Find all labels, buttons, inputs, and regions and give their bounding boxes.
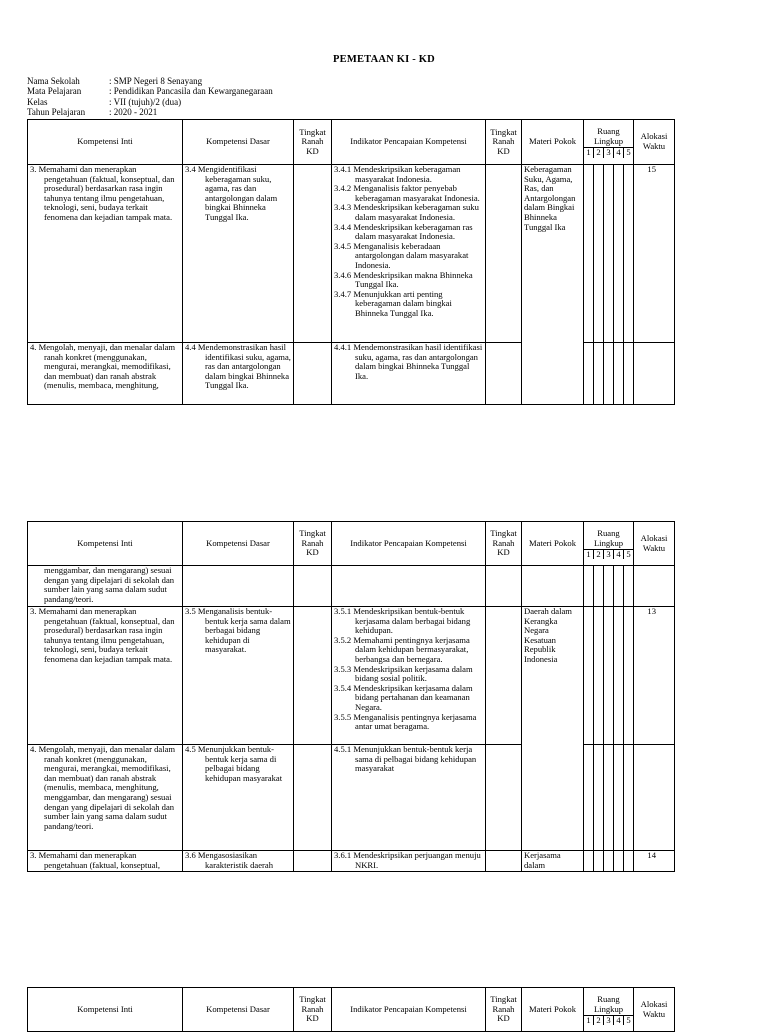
ki-text: 4. Mengolah, menyaji, dan menalar dalam ranah konkret (menggunakan, mengurai, merangkai, memodifikasi, dan membuat) dan ranah abstrak (menulis, membaca, menghitung, menggambar, dan mengarang) sesuai dengan yang dipelajari di sekolah dan sumber lain yang sama dalam sudut pandang/teori. <box>30 744 176 831</box>
ki-text: menggambar, dan mengarang) sesuai dengan yang dipelajari di sekolah dan sumber lain yang sama dalam sudut pandang/teori. <box>44 565 175 604</box>
header-materi: Materi Pokok <box>522 988 584 1032</box>
header-indikator: Indikator Pencapaian Kompetensi <box>332 522 486 566</box>
table-row <box>28 566 675 607</box>
header-alokasi: Alokasi Waktu <box>634 988 675 1032</box>
header-alokasi: Alokasi Waktu <box>634 522 675 566</box>
header-indikator: Indikator Pencapaian Kompetensi <box>332 988 486 1032</box>
header-tingkat-2: Tingkat Ranah KD <box>486 120 522 165</box>
indikator-list: 3.5.1 Mendeskripsikan bentuk-bentuk kerjasama dalam berbagai bidang kehidupan. 3.5.2 Memahami pentingnya kerjasama dalam kehidupan bermasyarakat, berbangsa dan bernegara. 3.5.3 Mendeskripsikan kerjasama dalam bidang sosial politik. 3.5.4 Mendeskripsikan kerjasama dalam bidang pertahanan dan keamanan Negara. 3.5.5 Menganalisis pentingnya kerjasama antar umat beragama. <box>332 607 486 745</box>
table-row <box>28 851 675 872</box>
table-header-row <box>28 120 675 165</box>
ki-text: 3. Memahami dan menerapkan pengetahuan (faktual, konseptual, dan prosedural) berdasarkan rasa ingin tahunya tentang ilmu pengetahuan, teknologi, seni, budaya terkait fenomena dan kejadian tampak mata. <box>30 606 175 664</box>
info-row-school: Nama Sekolah : SMP Negeri 8 Senayang <box>27 76 203 86</box>
header-tingkat-2: Tingkat Ranah KD <box>486 522 522 566</box>
header-kd: Kompetensi Dasar <box>183 522 294 566</box>
materi-text: Keberagaman Suku, Agama, Ras, dan Antargolongan dalam Bingkai Bhinneka Tunggal Ika <box>524 164 576 232</box>
table-header-row <box>28 522 675 566</box>
header-ruang-lingkup: Ruang Lingkup 1 2 3 4 5 <box>584 120 634 165</box>
info-row-subject: Mata Pelajaran : Pendidikan Pancasila dan Kewarganegaraan <box>27 86 273 97</box>
mapping-table-2 <box>27 521 675 872</box>
header-tingkat: Tingkat Ranah KD <box>294 522 332 566</box>
mapping-table-3 <box>27 987 675 1032</box>
table-row <box>28 607 675 745</box>
materi-text: Daerah dalam Kerangka Negara Kesatuan Republik Indonesia <box>524 606 572 664</box>
header-tingkat: Tingkat Ranah KD <box>294 120 332 165</box>
header-materi: Materi Pokok <box>522 522 584 566</box>
alokasi-value: 14 <box>634 851 675 872</box>
indikator-list: 4.4.1 Mendemonstrasikan hasil identifikasi suku, agama, ras dan antargolongan dalam bingkai Bhinneka Tunggal Ika. <box>332 343 486 405</box>
header-ruang-lingkup: Ruang Lingkup 1 2 3 4 5 <box>584 522 634 566</box>
header-kd: Kompetensi Dasar <box>183 988 294 1032</box>
ki-text: 4. Mengolah, menyaji, dan menalar dalam ranah konkret (menggunakan, mengurai, merangkai, memodifikasi, dan membuat) dan ranah abstrak (menulis, membaca, menghitung, <box>30 342 176 391</box>
indikator-list: 4.5.1 Menunjukkan bentuk-bentuk kerja sama di pelbagai bidang kehidupan masyarakat <box>332 745 486 851</box>
kd-text: 3.6 Mengasosiasikan karakteristik daerah <box>185 850 273 870</box>
header-tingkat-2: Tingkat Ranah KD <box>486 988 522 1032</box>
info-row-class: Kelas : VII (tujuh)/2 (dua) <box>27 96 182 107</box>
kd-text: 3.4 Mengidentifikasi keberagaman suku, agama, ras dan antargolongan dalam bingkai Bhinneka Tunggal Ika. <box>185 164 278 222</box>
header-ruang-lingkup: Ruang Lingkup 1 2 3 4 5 <box>584 988 634 1032</box>
header-alokasi: Alokasi Waktu <box>634 120 675 165</box>
kd-text: 4.4 Mendemonstrasikan hasil identifikasi suku, agama, ras dan antargolongan dalam bingkai Bhinneka Tunggal Ika. <box>185 342 291 391</box>
header-tingkat: Tingkat Ranah KD <box>294 988 332 1032</box>
indikator-list: 3.6.1 Mendeskripsikan perjuangan menuju NKRI. <box>332 851 486 872</box>
header-ki: Kompetensi Inti <box>28 120 183 165</box>
header-materi: Materi Pokok <box>522 120 584 165</box>
info-row-year: Tahun Pelajaran : 2020 - 2021 <box>27 106 158 117</box>
header-ki: Kompetensi Inti <box>28 522 183 566</box>
materi-text: Kerjasama dalam <box>524 850 561 870</box>
indikator-list: 3.4.1 Mendeskripsikan keberagaman masyarakat Indonesia. 3.4.2 Menganalisis faktor penyebab keberagaman masyarakat Indonesia. 3.4.3 Mendeskripsikan keberagaman suku dalam masyarakat Indonesia. 3.4.4 Mendeskripsikan keberagaman ras dalam masyarakat Indonesia. 3.4.5 Menganalisis keberadaan antargolongan dalam masyarakat Indonesia. 3.4.6 Mendeskripsikan makna Bhinneka Tunggal Ika. 3.4.7 Menunjukkan arti penting keberagaman dalam bingkai Bhinneka Tunggal Ika. <box>332 165 486 343</box>
document-title: PEMETAAN KI - KD <box>333 54 435 65</box>
school-info <box>27 76 273 117</box>
kd-text: 3.5 Menganalisis bentuk-bentuk kerja sama dalam berbagai bidang kehidupan di masyarakat. <box>185 606 291 655</box>
table-row <box>28 165 675 343</box>
alokasi-value: 15 <box>634 165 675 343</box>
header-indikator: Indikator Pencapaian Kompetensi <box>332 120 486 165</box>
table-header-row <box>28 988 675 1032</box>
mapping-table-1 <box>27 119 675 405</box>
alokasi-value: 13 <box>634 607 675 745</box>
header-kd: Kompetensi Dasar <box>183 120 294 165</box>
ki-text: 3. Memahami dan menerapkan pengetahuan (faktual, konseptual, dan prosedural) berdasarkan rasa ingin tahunya tentang ilmu pengetahuan, teknologi, seni, budaya terkait fenomena dan kejadian tampak mata. <box>30 164 175 222</box>
header-ki: Kompetensi Inti <box>28 988 183 1032</box>
ki-text: 3. Memahami dan menerapkan pengetahuan (faktual, konseptual, <box>30 850 160 870</box>
kd-text: 4.5 Menunjukkan bentuk-bentuk kerja sama di pelbagai bidang kehidupan masyarakat <box>185 744 283 783</box>
